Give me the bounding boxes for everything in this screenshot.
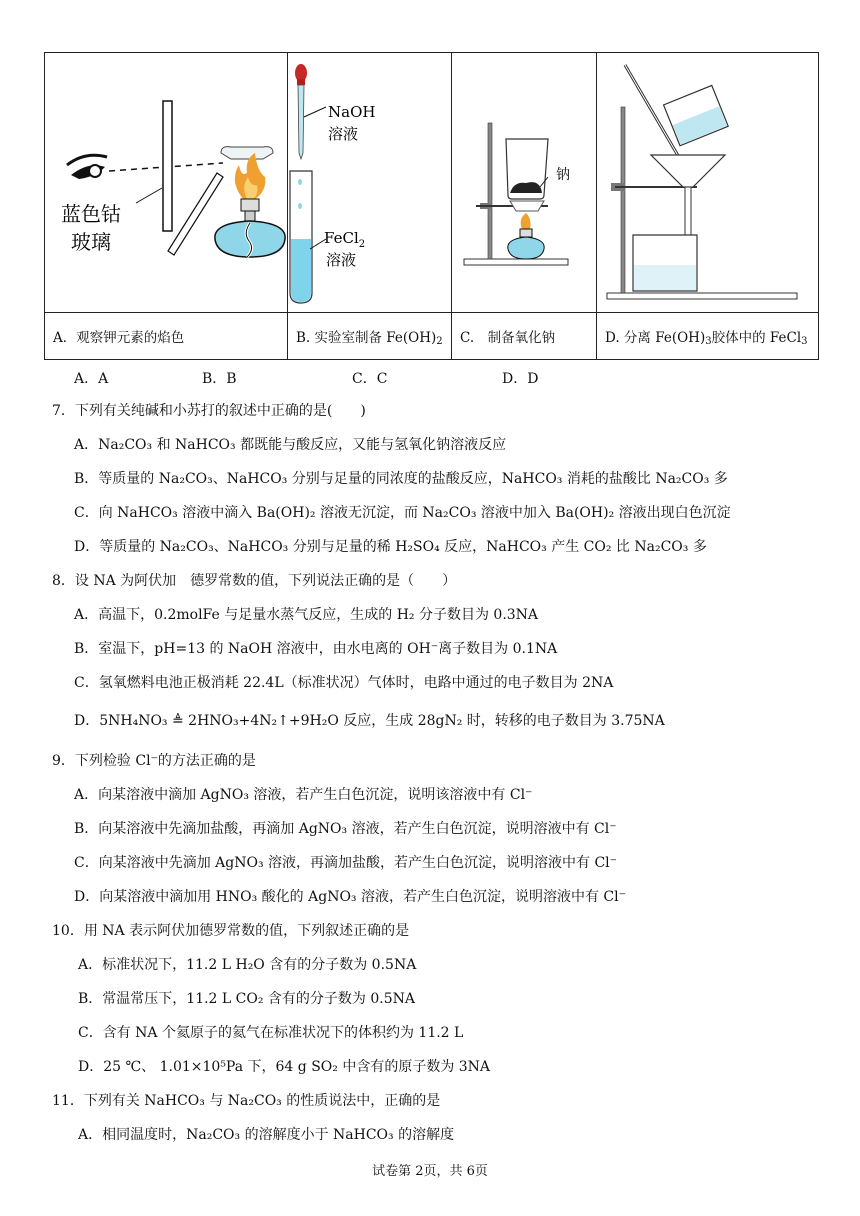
q10-option-a: A．标准状况下，11.2 L H₂O 含有的分子数为 0.5NA	[78, 957, 417, 973]
q6-option-c: C．C	[352, 371, 388, 387]
figure-b-cell	[288, 53, 452, 313]
naoh-solution-label: 溶液	[328, 125, 359, 143]
q10-option-c: C．含有 NA 个氦原子的氦气在标准状况下的体积约为 11.2 L	[78, 1025, 464, 1041]
q7-option-a: A．Na₂CO₃ 和 NaHCO₃ 都既能与酸反应，又能与氢氧化钠溶液反应	[74, 437, 507, 453]
q10-stem: 10．用 NA 表示阿伏加德罗常数的值，下列叙述正确的是	[52, 923, 410, 939]
q6-option-a: A．A	[74, 371, 109, 387]
sodium-label: 钠	[556, 167, 570, 183]
cobalt-glass	[163, 101, 172, 231]
caption-d: D. 分离 $Fe(OH)_3$胶体中的 FeCl$_3$	[597, 313, 819, 360]
q8-option-c: C．氢氧燃料电池正极消耗 22.4L（标准状况）气体时，电路中通过的电子数目为 2NA	[74, 675, 614, 691]
q8-stem: 8．设 NA 为阿伏加 德罗常数的值，下列说法正确的是（ ）	[52, 573, 457, 589]
q9-option-b: B．向某溶液中先滴加盐酸，再滴加 AgNO₃ 溶液，若产生白色沉淀，说明溶液中有 Cl⁻	[74, 821, 617, 837]
q6-option-d: D．D	[502, 371, 539, 387]
q8-option-b: B．室温下，pH=13 的 NaOH 溶液中，由水电离的 OH⁻离子数目为 0.1NA	[74, 641, 558, 657]
naoh-label: NaOH	[328, 103, 376, 121]
figure-c-cell	[452, 53, 597, 313]
caption-b: B. 实验室制备 $Fe(OH)_2$	[288, 313, 452, 360]
ferrous-hydroxide-figure	[288, 53, 452, 312]
q6-option-b: B．B	[202, 371, 237, 387]
caption-c: C. 制备氧化钠	[452, 313, 597, 360]
fecl2-label: FeCl$_2$	[324, 229, 366, 250]
sodium-oxide-figure	[452, 53, 597, 312]
q7-stem: 7．下列有关纯碱和小苏打的叙述中正确的是( )	[52, 403, 366, 419]
flame-test-figure	[45, 53, 288, 312]
funnel	[651, 155, 725, 187]
q8-option-d: D．5NH₄NO₃ ≜ 2HNO₃+4N₂↑+9H₂O 反应，生成 28gN₂ 时，转移的电子数目为 3.75NA	[74, 713, 665, 729]
dropper-tube	[298, 85, 304, 159]
figure-a-cell	[45, 53, 288, 313]
q7-option-b: B．等质量的 Na₂CO₃、NaHCO₃ 分别与足量的同浓度的盐酸反应，NaHCO₃ 消耗的盐酸比 Na₂CO₃ 多	[74, 471, 728, 487]
q9-option-a: A．向某溶液中滴加 AgNO₃ 溶液，若产生白色沉淀，说明该溶液中有 Cl⁻	[74, 787, 533, 803]
q9-option-d: D．向某溶液中滴加用 HNO₃ 酸化的 AgNO₃ 溶液，若产生白色沉淀，说明溶液中有 Cl⁻	[74, 889, 627, 905]
cobalt-glass-label-1: 蓝色钴	[61, 202, 121, 226]
page-footer: 试卷第 2页，共 6页	[372, 1164, 488, 1179]
experiment-table	[44, 52, 819, 360]
caption-a: A．观察钾元素的焰色	[45, 313, 288, 360]
q11-option-a: A．相同温度时，Na₂CO₃ 的溶解度小于 NaHCO₃ 的溶解度	[78, 1127, 455, 1143]
eye-icon	[67, 155, 107, 179]
q7-option-d: D．等质量的 Na₂CO₃、NaHCO₃ 分别与足量的稀 H₂SO₄ 反应，NaHCO₃ 产生 CO₂ 比 Na₂CO₃ 多	[74, 539, 707, 555]
q8-option-a: A．高温下，0.2molFe 与足量水蒸气反应，生成的 H₂ 分子数目为 0.3NA	[74, 607, 539, 623]
figure-d-cell	[597, 53, 819, 313]
fecl2-solution-label: 溶液	[326, 251, 357, 269]
q11-stem: 11．下列有关 NaHCO₃ 与 Na₂CO₃ 的性质说法中，正确的是	[52, 1093, 441, 1109]
q7-option-c: C．向 NaHCO₃ 溶液中滴入 Ba(OH)₂ 溶液无沉淀，而 Na₂CO₃ 溶液中加入 Ba(OH)₂ 溶液出现白色沉淀	[74, 505, 731, 521]
q10-option-d: D．25 ℃、 1.01×10⁵Pa 下，64 g SO₂ 中含有的原子数为 3NA	[78, 1059, 491, 1075]
cobalt-glass-label-2: 玻璃	[71, 230, 111, 254]
q10-option-b: B．常温常压下，11.2 L CO₂ 含有的分子数为 0.5NA	[78, 991, 415, 1007]
q9-option-c: C．向某溶液中先滴加 AgNO₃ 溶液，再滴加盐酸，若产生白色沉淀，说明溶液中有 Cl⁻	[74, 855, 618, 871]
filtration-figure	[597, 53, 819, 312]
q9-stem: 9．下列检验 Cl⁻的方法正确的是	[52, 753, 256, 769]
